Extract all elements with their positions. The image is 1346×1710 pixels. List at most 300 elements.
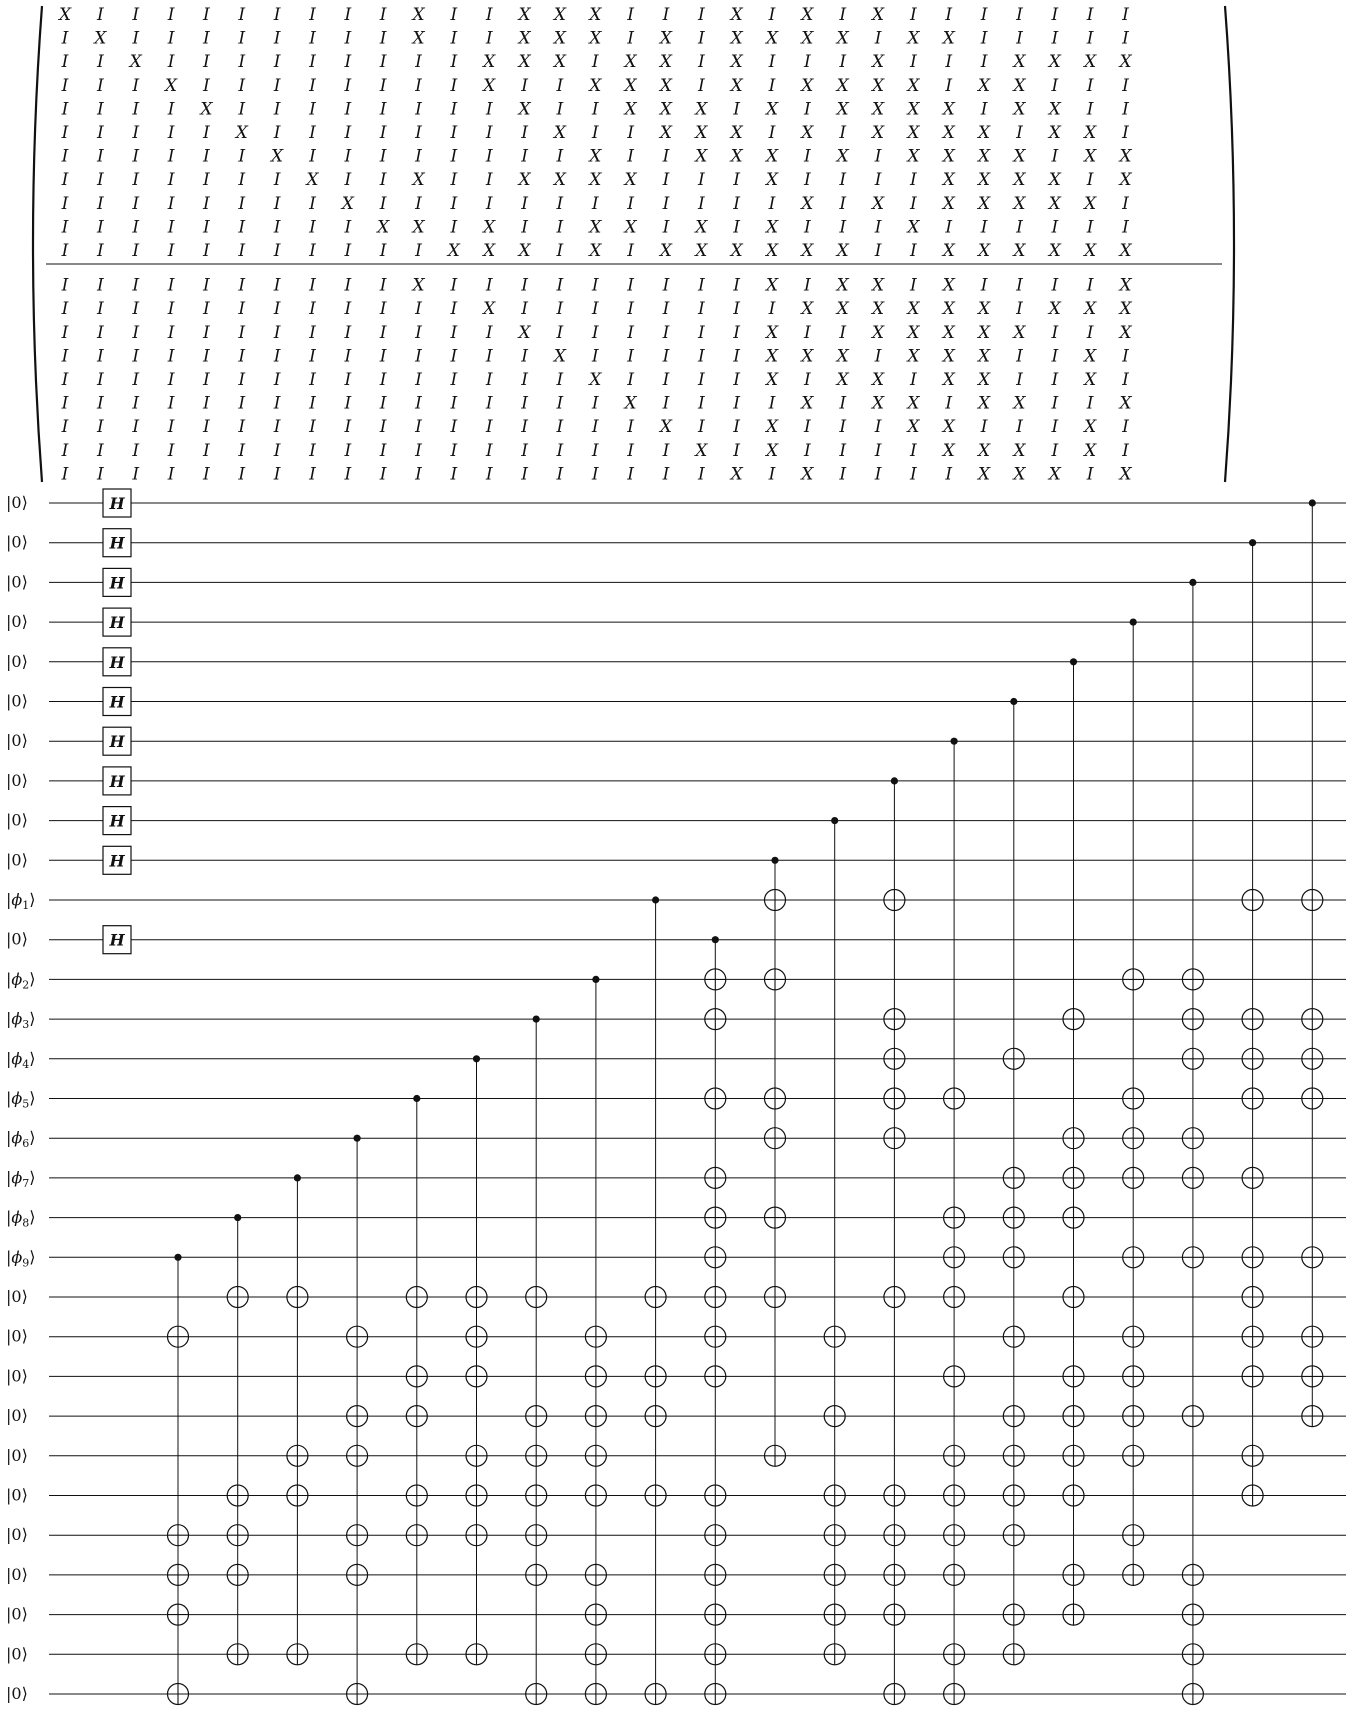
matrix-cell: I bbox=[344, 322, 352, 343]
matrix-cell: I bbox=[203, 75, 210, 96]
matrix-cell: X bbox=[483, 241, 496, 261]
matrix-cell: I bbox=[415, 75, 422, 96]
wire-label: |0⟩ bbox=[6, 691, 28, 711]
matrix-cell: I bbox=[238, 75, 246, 96]
matrix-cell: I bbox=[379, 370, 387, 390]
matrix-cell: I bbox=[450, 346, 458, 367]
matrix-cell: I bbox=[96, 370, 104, 390]
matrix-cell: I bbox=[415, 370, 422, 390]
matrix-cell: I bbox=[1086, 99, 1094, 120]
matrix-cell: X bbox=[1048, 193, 1061, 214]
matrix-cell: I bbox=[627, 5, 634, 25]
matrix-cell: X bbox=[978, 75, 991, 96]
matrix-cell: I bbox=[203, 170, 210, 191]
matrix-cell: I bbox=[1122, 99, 1129, 120]
matrix-cell: I bbox=[238, 417, 246, 438]
matrix-cell: I bbox=[521, 417, 528, 438]
matrix-cell: I bbox=[662, 346, 670, 367]
matrix-cell: I bbox=[485, 146, 493, 167]
matrix-cell: I bbox=[132, 28, 140, 49]
cnot-control-dot bbox=[771, 857, 778, 864]
matrix-cell: X bbox=[871, 123, 885, 143]
matrix-cell: I bbox=[980, 28, 988, 49]
matrix-cell: I bbox=[1051, 322, 1059, 343]
matrix-cell: I bbox=[697, 322, 705, 343]
matrix-cell: X bbox=[412, 170, 425, 191]
matrix-cell: X bbox=[1013, 322, 1026, 343]
matrix-cell: X bbox=[871, 299, 885, 320]
matrix-cell: X bbox=[553, 28, 566, 49]
matrix-cell: X bbox=[907, 346, 920, 367]
matrix-cell: I bbox=[167, 193, 175, 214]
matrix-cell: X bbox=[1013, 170, 1026, 191]
matrix-cell: I bbox=[591, 193, 599, 214]
matrix-cell: I bbox=[415, 393, 422, 414]
matrix-cell: I bbox=[591, 417, 599, 438]
hadamard-label: H bbox=[109, 692, 125, 712]
matrix-cell: I bbox=[132, 5, 140, 25]
matrix-cell: I bbox=[980, 52, 988, 73]
matrix-cell: I bbox=[521, 464, 528, 485]
matrix-cell: I bbox=[238, 217, 246, 238]
hadamard-gate bbox=[103, 648, 131, 676]
hadamard-label: H bbox=[109, 930, 125, 950]
matrix-cell: I bbox=[450, 146, 458, 167]
matrix-cell: I bbox=[132, 299, 140, 320]
matrix-cell: X bbox=[1084, 193, 1097, 214]
matrix-cell: I bbox=[910, 275, 917, 296]
matrix-cell: X bbox=[589, 217, 602, 238]
matrix-cell: I bbox=[96, 75, 104, 96]
matrix-cell: X bbox=[94, 28, 107, 49]
matrix-cell: I bbox=[697, 417, 705, 438]
matrix-cell: I bbox=[167, 299, 175, 320]
matrix-cell: X bbox=[730, 75, 743, 96]
matrix-cell: I bbox=[96, 193, 104, 214]
matrix-cell: I bbox=[61, 417, 69, 438]
cnot-gate bbox=[347, 1135, 368, 1705]
matrix-cell: I bbox=[662, 322, 670, 343]
wire-label: |0⟩ bbox=[6, 612, 28, 632]
matrix-cell: X bbox=[836, 28, 849, 49]
matrix-cell: I bbox=[697, 275, 705, 296]
matrix-cell: I bbox=[910, 193, 917, 214]
matrix-cell: X bbox=[412, 28, 425, 49]
matrix-cell: X bbox=[942, 275, 955, 296]
matrix-cell: I bbox=[485, 170, 493, 191]
matrix-cell: I bbox=[238, 241, 246, 261]
matrix-left-paren bbox=[33, 6, 42, 482]
matrix-cell: I bbox=[96, 322, 104, 343]
matrix-cell: I bbox=[273, 241, 281, 261]
matrix-cell: I bbox=[238, 28, 246, 49]
matrix-cell: I bbox=[132, 393, 140, 414]
matrix-cell: X bbox=[978, 346, 991, 367]
matrix-cell: X bbox=[836, 346, 849, 367]
matrix-cell: I bbox=[96, 346, 104, 367]
hadamard-gate bbox=[103, 727, 131, 755]
matrix-cell: I bbox=[733, 217, 741, 238]
wire-label: |0⟩ bbox=[6, 810, 28, 830]
matrix-cell: X bbox=[871, 193, 885, 214]
matrix-cell: I bbox=[238, 52, 246, 73]
matrix-cell: X bbox=[1119, 170, 1132, 191]
matrix-cell: I bbox=[344, 52, 352, 73]
matrix-cell: I bbox=[1122, 193, 1129, 214]
matrix-cell: I bbox=[874, 417, 882, 438]
matrix-cell: X bbox=[1048, 241, 1061, 261]
matrix-cell: X bbox=[624, 99, 637, 120]
cnot-control-dot bbox=[1189, 579, 1196, 586]
matrix-cell: I bbox=[1122, 75, 1129, 96]
matrix-cell: I bbox=[415, 123, 422, 143]
wire-label: |0⟩ bbox=[6, 1525, 28, 1545]
matrix-cell: X bbox=[518, 52, 531, 73]
matrix-cell: I bbox=[96, 464, 104, 485]
matrix-cell: I bbox=[521, 217, 528, 238]
matrix-cell: I bbox=[591, 52, 599, 73]
matrix-cell: I bbox=[238, 146, 246, 167]
matrix-cell: I bbox=[768, 193, 776, 214]
matrix-cell: X bbox=[836, 146, 849, 167]
matrix-cell: I bbox=[309, 464, 316, 485]
matrix-cell: I bbox=[450, 440, 458, 461]
matrix-cell: I bbox=[273, 217, 281, 238]
matrix-cell: I bbox=[874, 28, 882, 49]
matrix-cell: X bbox=[129, 52, 142, 73]
cnot-gate bbox=[585, 976, 606, 1705]
matrix-cell: I bbox=[1051, 75, 1059, 96]
matrix-cell: I bbox=[662, 440, 670, 461]
matrix-cell: X bbox=[730, 123, 743, 143]
matrix-cell: I bbox=[556, 75, 564, 96]
matrix-cell: X bbox=[553, 346, 566, 367]
matrix-cell: I bbox=[61, 123, 69, 143]
matrix-cell: I bbox=[238, 5, 246, 25]
matrix-cell: I bbox=[450, 99, 458, 120]
matrix-cell: I bbox=[167, 393, 175, 414]
matrix-cell: X bbox=[978, 241, 991, 261]
matrix-cell: X bbox=[483, 299, 496, 320]
matrix-cell: I bbox=[591, 123, 599, 143]
matrix-cell: I bbox=[132, 241, 140, 261]
matrix-cell: I bbox=[839, 217, 847, 238]
matrix-cell: X bbox=[1084, 370, 1097, 390]
matrix-cell: I bbox=[1086, 393, 1094, 414]
matrix-cell: I bbox=[203, 322, 210, 343]
matrix-cell: X bbox=[589, 146, 602, 167]
matrix-cell: I bbox=[96, 146, 104, 167]
matrix-cell: I bbox=[591, 322, 599, 343]
cnot-control-dot bbox=[1309, 499, 1316, 506]
matrix-cell: X bbox=[1119, 464, 1132, 485]
matrix-cell: X bbox=[695, 217, 708, 238]
matrix-cell: I bbox=[803, 99, 811, 120]
matrix-cell: I bbox=[96, 52, 104, 73]
matrix-cell: X bbox=[765, 217, 779, 238]
matrix-cell: X bbox=[1084, 123, 1097, 143]
cnot-gate bbox=[1123, 619, 1144, 1586]
matrix-cell: I bbox=[273, 99, 281, 120]
matrix-cell: I bbox=[485, 123, 493, 143]
matrix-cell: I bbox=[61, 464, 69, 485]
matrix-cell: X bbox=[978, 170, 991, 191]
matrix-cell: I bbox=[839, 440, 847, 461]
matrix-cell: I bbox=[379, 464, 387, 485]
matrix-cell: X bbox=[907, 99, 920, 120]
matrix-cell: I bbox=[309, 346, 316, 367]
matrix-cell: I bbox=[132, 170, 140, 191]
hadamard-label: H bbox=[109, 732, 125, 752]
matrix-cell: I bbox=[803, 322, 811, 343]
hadamard-label: H bbox=[109, 533, 125, 553]
matrix-cell: X bbox=[553, 123, 566, 143]
matrix-cell: I bbox=[450, 275, 458, 296]
matrix-cell: I bbox=[379, 123, 387, 143]
matrix-cell: I bbox=[379, 170, 387, 191]
matrix-cell: I bbox=[415, 193, 422, 214]
wire-label: |0⟩ bbox=[6, 493, 28, 512]
matrix-cell: I bbox=[273, 170, 281, 191]
matrix-cell: I bbox=[945, 464, 953, 485]
matrix-cell: I bbox=[591, 275, 599, 296]
cnot-control-dot bbox=[413, 1095, 420, 1102]
matrix-cell: X bbox=[1013, 75, 1026, 96]
matrix-cell: I bbox=[203, 440, 210, 461]
cnot-control-dot bbox=[652, 896, 659, 903]
matrix-cell: X bbox=[907, 393, 920, 414]
matrix-cell: I bbox=[344, 299, 352, 320]
matrix-cell: X bbox=[942, 99, 955, 120]
matrix-cell: X bbox=[624, 393, 637, 414]
matrix-cell: I bbox=[874, 241, 882, 261]
matrix-cell: I bbox=[662, 370, 670, 390]
matrix-cell: I bbox=[167, 346, 175, 367]
matrix-cell: X bbox=[907, 417, 920, 438]
matrix-cell: I bbox=[96, 170, 104, 191]
matrix-cell: I bbox=[203, 275, 210, 296]
matrix-cell: X bbox=[942, 241, 955, 261]
cnot-gate bbox=[287, 1174, 308, 1665]
matrix-cell: I bbox=[167, 28, 175, 49]
matrix-cell: I bbox=[344, 417, 352, 438]
matrix-cell: I bbox=[768, 299, 776, 320]
matrix-cell: X bbox=[518, 322, 531, 343]
stabilizer-matrix bbox=[33, 5, 1234, 484]
matrix-cell: X bbox=[589, 75, 602, 96]
wire-label: |0⟩ bbox=[6, 1604, 28, 1624]
matrix-cell: X bbox=[801, 5, 814, 25]
cnot-control-dot bbox=[473, 1055, 480, 1062]
matrix-cell: I bbox=[379, 241, 387, 261]
matrix-cell: I bbox=[379, 440, 387, 461]
matrix-cell: I bbox=[910, 241, 917, 261]
matrix-cell: I bbox=[344, 275, 352, 296]
circuit-wires bbox=[49, 503, 1346, 1694]
matrix-cell: I bbox=[273, 464, 281, 485]
matrix-cell: I bbox=[96, 275, 104, 296]
matrix-cell: X bbox=[1048, 99, 1061, 120]
matrix-cell: I bbox=[238, 346, 246, 367]
matrix-cell: I bbox=[733, 170, 741, 191]
matrix-cell: I bbox=[415, 322, 422, 343]
matrix-cell: I bbox=[591, 464, 599, 485]
matrix-cell: I bbox=[1016, 299, 1023, 320]
hadamard-label: H bbox=[109, 851, 125, 871]
matrix-cell: I bbox=[132, 75, 140, 96]
matrix-cell: I bbox=[627, 146, 634, 167]
cnot-gate bbox=[884, 777, 905, 1704]
matrix-cell: I bbox=[132, 322, 140, 343]
matrix-cell: I bbox=[697, 299, 705, 320]
matrix-cell: I bbox=[768, 123, 776, 143]
matrix-cell: I bbox=[1086, 170, 1094, 191]
matrix-cell: I bbox=[238, 99, 246, 120]
matrix-cell: I bbox=[238, 275, 246, 296]
matrix-cell: I bbox=[450, 299, 458, 320]
hadamard-label: H bbox=[109, 771, 125, 791]
matrix-cell: I bbox=[309, 52, 316, 73]
quantum-circuit bbox=[6, 489, 1346, 1705]
cnot-control-dot bbox=[1130, 619, 1137, 626]
cnot-control-dot bbox=[294, 1174, 301, 1181]
matrix-cell: I bbox=[839, 5, 847, 25]
wire-label: |0⟩ bbox=[6, 1326, 28, 1346]
matrix-cell: I bbox=[167, 123, 175, 143]
matrix-cell: I bbox=[203, 28, 210, 49]
matrix-cell: I bbox=[733, 275, 741, 296]
matrix-cell: I bbox=[627, 322, 634, 343]
matrix-cell: I bbox=[803, 275, 811, 296]
matrix-cell: I bbox=[273, 123, 281, 143]
matrix-cell: X bbox=[978, 193, 991, 214]
matrix-cell: I bbox=[733, 322, 741, 343]
cnot-gates bbox=[168, 499, 1323, 1704]
wire-label: |0⟩ bbox=[6, 731, 28, 751]
matrix-cell: I bbox=[203, 146, 210, 167]
cnot-control-dot bbox=[831, 817, 838, 824]
matrix-cell: I bbox=[61, 170, 69, 191]
matrix-cell: I bbox=[344, 123, 352, 143]
hadamard-gate bbox=[103, 688, 131, 716]
matrix-cell: I bbox=[309, 75, 316, 96]
matrix-cell: I bbox=[662, 464, 670, 485]
matrix-cell: I bbox=[1122, 5, 1129, 25]
matrix-cell: X bbox=[942, 322, 955, 343]
matrix-cell: I bbox=[415, 241, 422, 261]
matrix-cell: I bbox=[1086, 464, 1094, 485]
matrix-cell: I bbox=[556, 440, 564, 461]
matrix-cell: I bbox=[273, 417, 281, 438]
matrix-cell: I bbox=[379, 28, 387, 49]
matrix-cell: X bbox=[377, 217, 390, 238]
matrix-cell: I bbox=[167, 99, 175, 120]
matrix-cell: I bbox=[379, 299, 387, 320]
matrix-cell: I bbox=[733, 393, 741, 414]
matrix-cell: I bbox=[803, 440, 811, 461]
matrix-cell: X bbox=[801, 299, 814, 320]
matrix-cells bbox=[57, 5, 1133, 484]
matrix-cell: I bbox=[1086, 322, 1094, 343]
matrix-cell: X bbox=[871, 370, 885, 390]
matrix-cell: I bbox=[1051, 146, 1059, 167]
wire-label: |0⟩ bbox=[6, 770, 28, 790]
matrix-cell: I bbox=[273, 322, 281, 343]
matrix-cell: I bbox=[309, 417, 316, 438]
matrix-cell: I bbox=[556, 193, 564, 214]
matrix-cell: X bbox=[412, 217, 425, 238]
matrix-cell: X bbox=[1013, 193, 1026, 214]
matrix-cell: I bbox=[309, 99, 316, 120]
cnot-gate bbox=[1063, 658, 1084, 1625]
matrix-cell: X bbox=[1084, 440, 1097, 461]
matrix-cell: I bbox=[450, 322, 458, 343]
matrix-cell: I bbox=[980, 275, 988, 296]
matrix-cell: X bbox=[235, 123, 248, 143]
matrix-cell: I bbox=[485, 417, 493, 438]
matrix-cell: I bbox=[839, 417, 847, 438]
matrix-cell: I bbox=[203, 370, 210, 390]
matrix-cell: I bbox=[910, 52, 917, 73]
wire-label: |0⟩ bbox=[6, 929, 28, 949]
matrix-cell: I bbox=[344, 346, 352, 367]
matrix-cell: I bbox=[874, 170, 882, 191]
matrix-cell: X bbox=[1084, 146, 1097, 167]
matrix-cell: I bbox=[132, 99, 140, 120]
matrix-cell: X bbox=[765, 440, 779, 461]
matrix-cell: X bbox=[553, 170, 566, 191]
matrix-cell: I bbox=[167, 370, 175, 390]
cnot-gate bbox=[824, 817, 845, 1665]
matrix-cell: I bbox=[945, 5, 953, 25]
wire-label: $|\phi_6⟩$ bbox=[6, 1128, 36, 1151]
matrix-cell: I bbox=[662, 275, 670, 296]
matrix-cell: I bbox=[309, 393, 316, 414]
matrix-cell: X bbox=[907, 299, 920, 320]
matrix-cell: I bbox=[415, 440, 422, 461]
matrix-cell: X bbox=[412, 275, 425, 296]
matrix-cell: I bbox=[521, 299, 528, 320]
matrix-cell: I bbox=[309, 370, 316, 390]
matrix-cell: I bbox=[415, 99, 422, 120]
matrix-cell: I bbox=[662, 5, 670, 25]
matrix-cell: I bbox=[309, 146, 316, 167]
matrix-cell: X bbox=[765, 417, 779, 438]
matrix-cell: X bbox=[1119, 299, 1132, 320]
matrix-cell: X bbox=[730, 464, 743, 485]
matrix-cell: I bbox=[167, 440, 175, 461]
matrix-cell: I bbox=[556, 393, 564, 414]
matrix-cell: I bbox=[1016, 417, 1023, 438]
matrix-cell: I bbox=[61, 322, 69, 343]
matrix-cell: X bbox=[164, 75, 178, 96]
hadamard-gate bbox=[103, 608, 131, 636]
matrix-cell: X bbox=[695, 146, 708, 167]
matrix-cell: I bbox=[1016, 123, 1023, 143]
matrix-cell: I bbox=[874, 346, 882, 367]
matrix-cell: I bbox=[1016, 346, 1023, 367]
matrix-cell: X bbox=[1048, 299, 1061, 320]
matrix-cell: X bbox=[801, 123, 814, 143]
matrix-cell: I bbox=[485, 5, 493, 25]
hadamard-gate bbox=[103, 846, 131, 874]
matrix-cell: I bbox=[768, 464, 776, 485]
matrix-cell: X bbox=[1084, 241, 1097, 261]
matrix-cell: X bbox=[871, 75, 885, 96]
matrix-cell: X bbox=[1048, 123, 1061, 143]
matrix-cell: I bbox=[450, 464, 458, 485]
matrix-cell: I bbox=[485, 28, 493, 49]
